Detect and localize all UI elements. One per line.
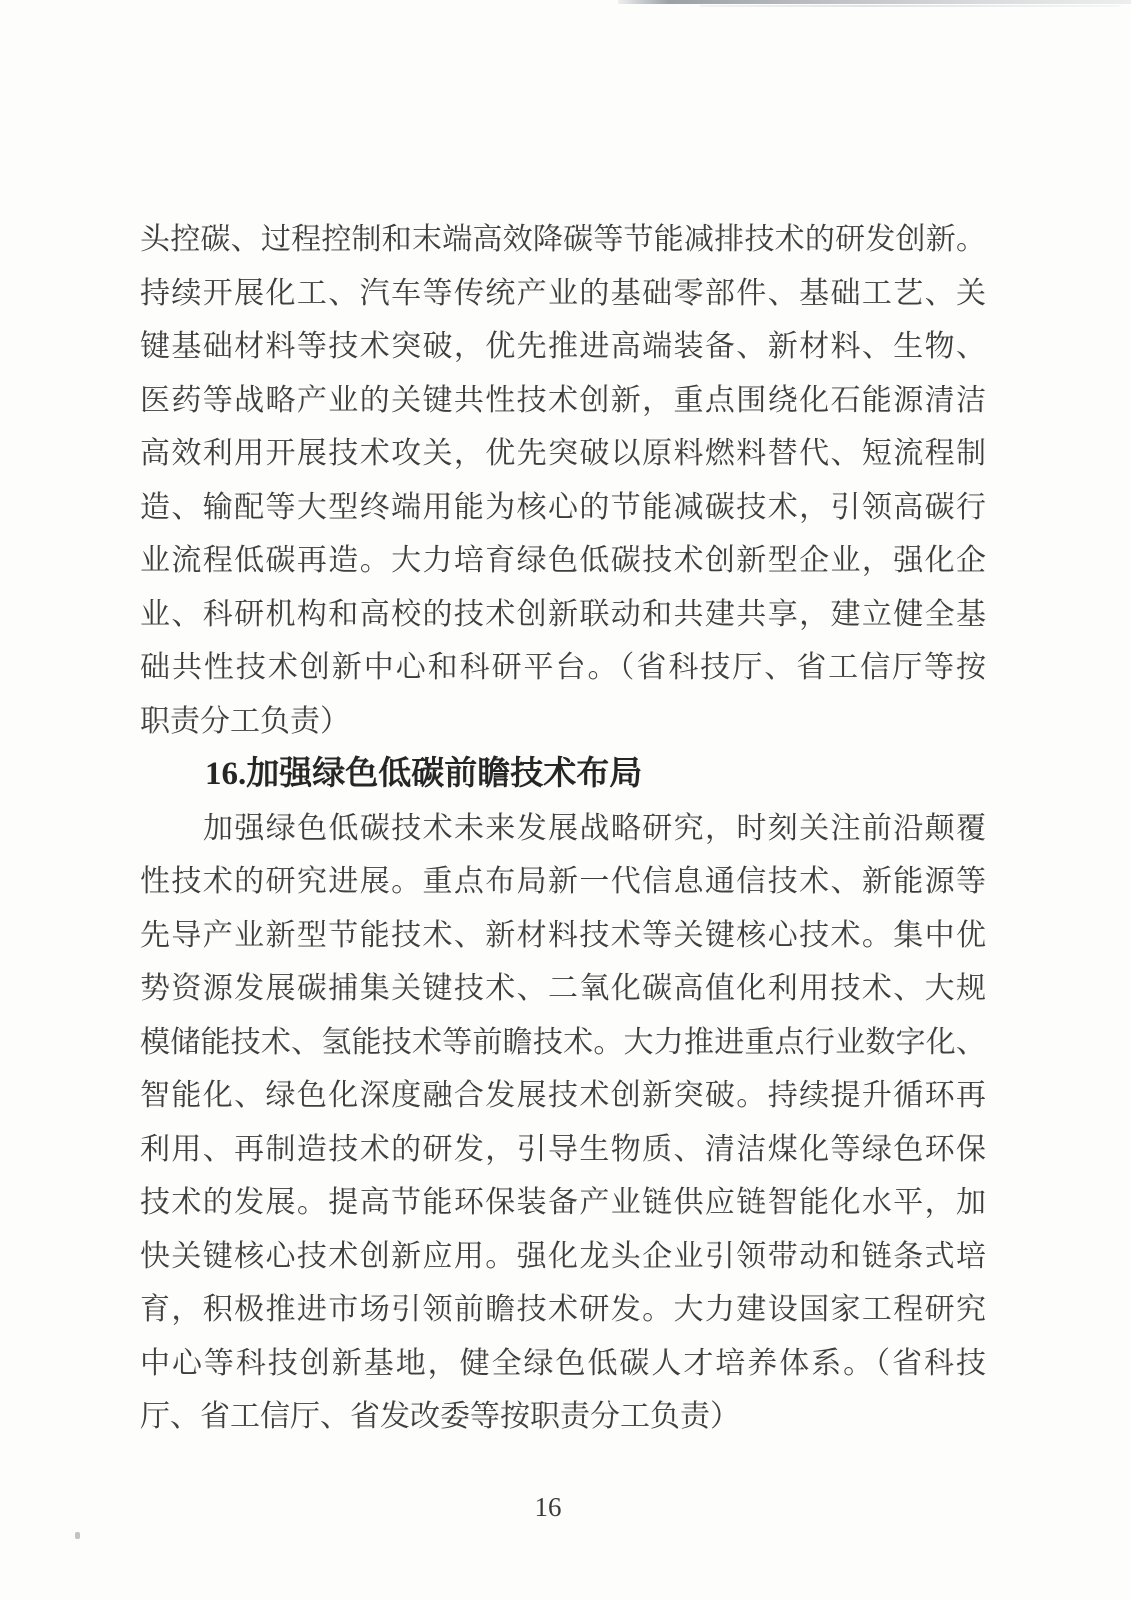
paragraph-line: 业流程低碳再造。大力培育绿色低碳技术创新型企业，强化企: [140, 544, 986, 577]
scan-speck: [75, 1532, 80, 1539]
paragraph-line: 键基础材料等技术突破，优先推进高端装备、新材料、生物、: [140, 330, 986, 363]
paragraph-line: 加强绿色低碳技术未来发展战略研究，时刻关注前沿颠覆: [203, 811, 986, 845]
paragraph-line: 育，积极推进市场引领前瞻技术研发。大力建设国家工程研究: [140, 1293, 986, 1326]
paragraph-line: 智能化、绿色化深度融合发展技术创新突破。持续提升循环再: [140, 1079, 986, 1112]
paragraph-line: 础共性技术创新中心和科研平台。（省科技厅、省工信厅等按: [140, 651, 986, 684]
scan-artifact-top-line: [618, 0, 1131, 4]
paragraph-line: 快关键核心技术创新应用。强化龙头企业引领带动和链条式培: [140, 1239, 986, 1273]
paragraph-line: 技术的发展。提高节能环保装备产业链供应链智能化水平，加: [140, 1186, 986, 1219]
paragraph-line: 职责分工负责）: [140, 704, 350, 738]
paragraph-line: 利用、再制造技术的研发，引导生物质、清洁煤化等绿色环保: [140, 1132, 986, 1166]
paragraph-line: 医药等战略产业的关键共性技术创新，重点围绕化石能源清洁: [140, 383, 986, 417]
page-number: 16: [534, 1492, 562, 1522]
paragraph-line: 中心等科技创新基地，健全绿色低碳人才培养体系。（省科技: [140, 1346, 986, 1380]
paragraph-line: 持续开展化工、汽车等传统产业的基础零部件、基础工艺、关: [140, 276, 986, 310]
paragraph-line: 势资源发展碳捕集关键技术、二氧化碳高值化利用技术、大规: [140, 972, 986, 1005]
paragraph-line: 高效利用开展技术攻关，优先突破以原料燃料替代、短流程制: [140, 437, 986, 470]
paragraph-line: 头控碳、过程控制和末端高效降碳等节能减排技术的研发创新。: [140, 223, 986, 256]
document-text-block: [140, 213, 986, 1444]
paragraph-line: 厅、省工信厅、省发改委等按职责分工负责）: [140, 1400, 740, 1433]
paragraph-line: 性技术的研究进展。重点布局新一代信息通信技术、新能源等: [140, 865, 986, 898]
paragraph-line: 造、输配等大型终端用能为核心的节能减碳技术，引领高碳行: [140, 490, 986, 524]
paragraph-line: 先导产业新型节能技术、新材料技术等关键核心技术。集中优: [140, 918, 986, 952]
paragraph-line: 业、科研机构和高校的技术创新联动和共建共享，建立健全基: [140, 597, 986, 631]
paragraph-line: 模储能技术、氢能技术等前瞻技术。大力推进重点行业数字化、: [140, 1025, 986, 1059]
section-16-heading: 16.加强绿色低碳前瞻技术布局: [205, 756, 643, 792]
scan-artifact-top-line-faint: [700, 5, 1120, 7]
